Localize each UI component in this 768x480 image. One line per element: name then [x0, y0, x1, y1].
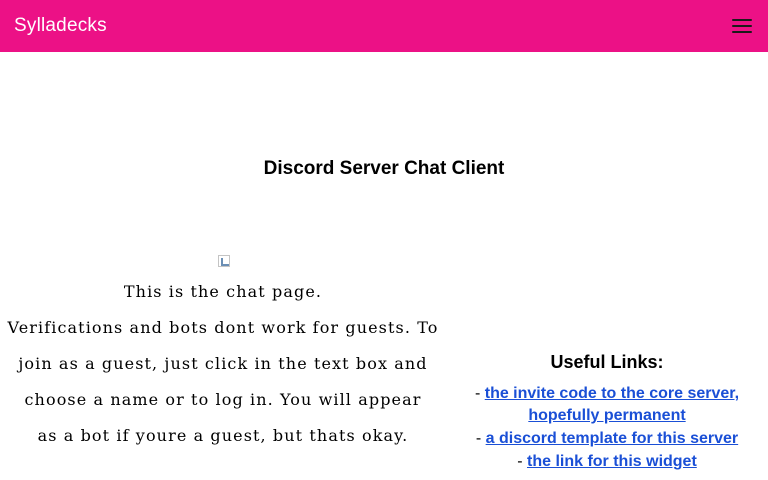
useful-links-heading: Useful Links: [550, 352, 664, 372]
page-content [0, 52, 768, 480]
link-invite-code[interactable]: the invite code to the core server, hopefully permanent [484, 385, 740, 424]
link-dash: - [474, 385, 481, 402]
menu-bar-3 [732, 31, 752, 33]
menu-bar-2 [732, 25, 752, 27]
description-line: as a bot if youre a guest, but thats okay. [37, 426, 409, 445]
app-bar [0, 0, 768, 52]
link-row [446, 383, 768, 427]
link-widget[interactable]: the link for this widget [527, 453, 697, 470]
hamburger-menu-icon[interactable] [728, 12, 756, 40]
useful-links-section [446, 352, 768, 474]
link-row [446, 428, 768, 450]
link-row [446, 451, 768, 473]
page-title: Discord Server Chat Client [263, 158, 505, 179]
link-dash: - [475, 430, 482, 447]
description-line: Verifications and bots dont work for guests. To [7, 318, 439, 337]
link-dash: - [517, 453, 523, 470]
app-title: Sylladecks [14, 15, 107, 36]
description-line: join as a guest, just click in the text box and [18, 354, 428, 373]
description-line: choose a name or to log in. You will appear [24, 390, 422, 409]
link-discord-template[interactable]: a discord template for this server [485, 430, 739, 447]
broken-image-icon [218, 255, 230, 267]
menu-bar-1 [732, 19, 752, 21]
description-line: This is the chat page. [123, 282, 323, 301]
chat-page-description [0, 274, 446, 454]
